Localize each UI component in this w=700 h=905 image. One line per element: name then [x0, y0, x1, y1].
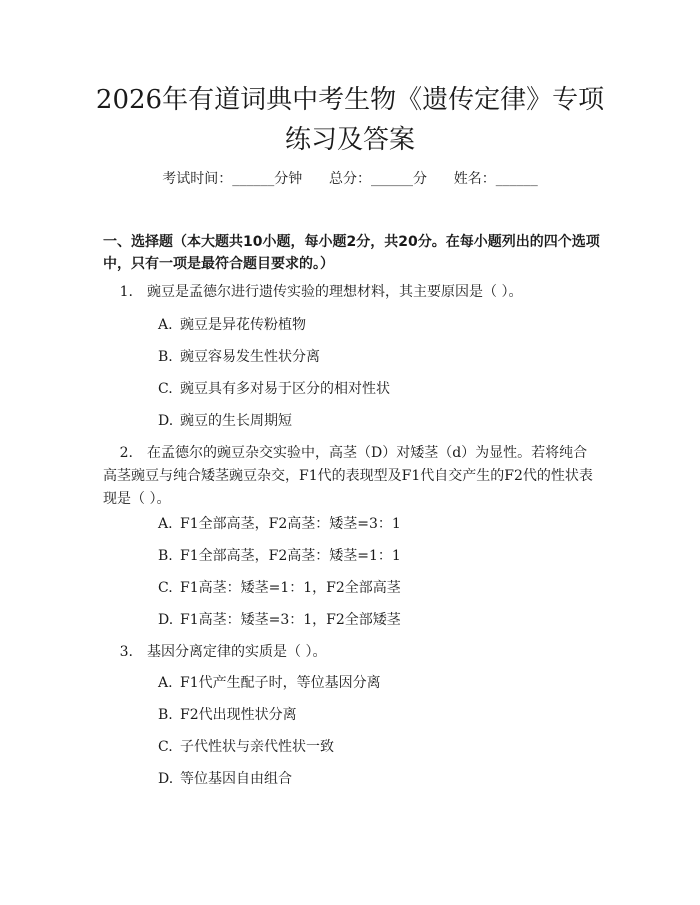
option-text: F1高茎：矮茎=1：1，F2全部高茎 — [180, 580, 401, 596]
exam-info-line: 考试时间：______分钟 总分：______分 姓名：______ — [162, 171, 538, 187]
option-text: F1全部高茎，F2高茎：矮茎=1：1 — [180, 548, 401, 564]
title-line-1: 2026年有道词典中考生物《遗传定律》专项 — [95, 85, 605, 115]
question-2-option-b — [158, 546, 598, 566]
question-3-option-b — [158, 705, 598, 725]
document-title — [80, 80, 620, 160]
option-letter: C. — [158, 381, 173, 397]
option-text: F1高茎：矮茎=3：1，F2全部矮茎 — [180, 612, 401, 628]
question-2 — [103, 442, 598, 511]
option-text: 豌豆容易发生性状分离 — [180, 349, 320, 365]
option-text: F1全部高茎，F2高茎：矮茎=3：1 — [180, 516, 401, 532]
question-2-option-c — [158, 578, 598, 598]
option-text: 子代性状与亲代性状一致 — [180, 739, 334, 755]
option-text: 等位基因自由组合 — [180, 771, 292, 787]
option-letter: B. — [158, 548, 173, 564]
option-letter: D. — [158, 413, 174, 429]
question-number: 3. — [119, 644, 133, 660]
question-1 — [103, 281, 598, 304]
question-1-option-c — [158, 379, 598, 399]
question-3-option-c — [158, 737, 598, 757]
question-number: 1. — [119, 284, 133, 300]
option-letter: A. — [158, 675, 173, 691]
option-letter: A. — [158, 317, 173, 333]
question-2-option-d — [158, 610, 598, 630]
option-text: 豌豆具有多对易于区分的相对性状 — [180, 381, 390, 397]
question-1-option-a — [158, 315, 598, 335]
question-2-option-a — [158, 514, 598, 534]
option-letter: D. — [158, 612, 174, 628]
question-text: 豌豆是孟德尔进行遗传实验的理想材料，其主要原因是（ ）。 — [147, 284, 523, 300]
option-text: 豌豆的生长周期短 — [180, 413, 292, 429]
option-letter: C. — [158, 580, 173, 596]
option-text: F2代出现性状分离 — [180, 707, 297, 723]
option-letter: B. — [158, 707, 173, 723]
option-letter: B. — [158, 349, 173, 365]
option-text: F1代产生配子时，等位基因分离 — [180, 675, 381, 691]
option-letter: A. — [158, 516, 173, 532]
option-letter: C. — [158, 739, 173, 755]
question-number: 2. — [119, 445, 133, 461]
option-text: 豌豆是异花传粉植物 — [180, 317, 306, 333]
question-3-option-d — [158, 769, 598, 789]
title-line-2: 练习及答案 — [284, 125, 415, 155]
section-header: 一、选择题（本大题共10小题，每小题2分，共20分。在每小题列出的四个选项中，只有一项是最符合题目要求的。） — [103, 234, 600, 272]
question-text: 在孟德尔的豌豆杂交实验中，高茎（D）对矮茎（d）为显性。若将纯合高茎豌豆与纯合矮茎豌豆杂交，F1代的表现型及F1代自交产生的F2代的性状表现是（ ）。 — [103, 445, 593, 507]
question-text: 基因分离定律的实质是（ ）。 — [147, 644, 327, 660]
question-3-option-a — [158, 673, 598, 693]
question-3 — [103, 641, 598, 664]
option-letter: D. — [158, 771, 174, 787]
question-1-option-d — [158, 411, 598, 431]
question-1-option-b — [158, 347, 598, 367]
